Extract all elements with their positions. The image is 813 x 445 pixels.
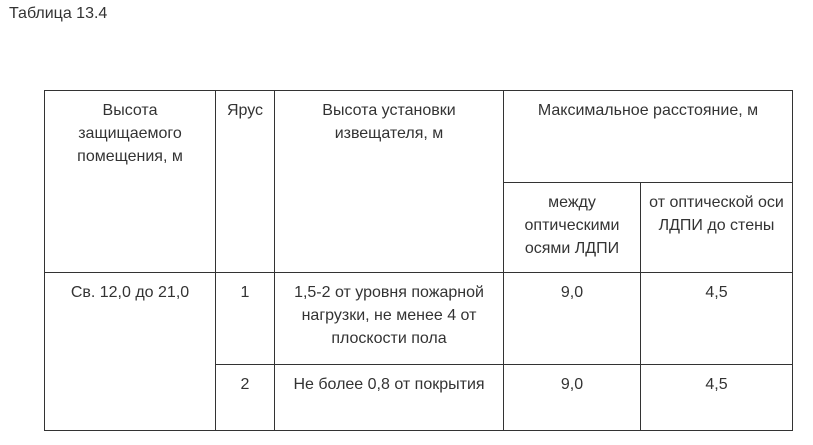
header-row — [45, 91, 793, 183]
header-axis-to-wall: от оптической оси ЛДПИ до стены — [641, 183, 793, 273]
header-tier: Ярус — [216, 91, 275, 273]
table-caption: Таблица 13.4 — [9, 5, 108, 22]
cell-between-axes: 9,0 — [504, 365, 641, 431]
cell-tier: 2 — [216, 365, 275, 431]
header-between-axes: между оптическими осями ЛДПИ — [504, 183, 641, 273]
cell-install-height: Не более 0,8 от покрытия — [275, 365, 504, 431]
header-room-height: Высота защищаемого помещения, м — [45, 91, 216, 273]
cell-axis-to-wall: 4,5 — [641, 273, 793, 365]
header-install-height: Высота установки извещателя, м — [275, 91, 504, 273]
cell-between-axes: 9,0 — [504, 273, 641, 365]
cell-room-height: Св. 12,0 до 21,0 — [45, 273, 216, 431]
cell-tier: 1 — [216, 273, 275, 365]
header-max-distance: Максимальное расстояние, м — [504, 91, 793, 183]
spec-table — [44, 90, 793, 431]
table-row — [45, 273, 793, 365]
cell-axis-to-wall: 4,5 — [641, 365, 793, 431]
cell-install-height: 1,5-2 от уровня пожарной нагрузки, не менее 4 от плоскости пола — [275, 273, 504, 365]
